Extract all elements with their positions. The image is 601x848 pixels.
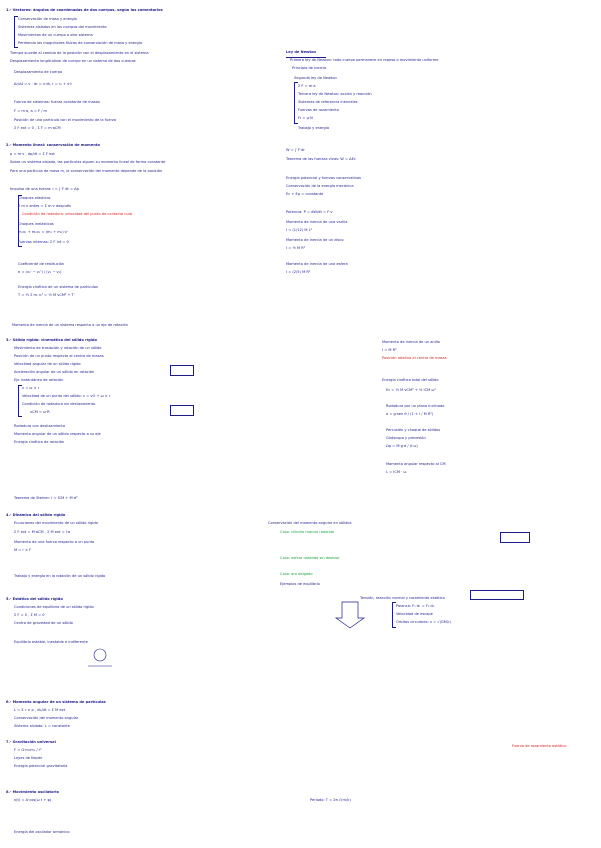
red-note: Fuerza de rozamiento estático xyxy=(512,744,567,748)
note-line: Teorema de las fuerzas vivas: W = ΔEc xyxy=(286,157,356,161)
boxed-formula xyxy=(170,405,194,416)
sketch-diagram-icon xyxy=(80,640,120,670)
formula-line: m₁v₁ + m₂v₂ = (m₁ + m₂)·v' xyxy=(18,230,68,234)
note-line: Sistemas de referencia inerciales xyxy=(298,100,358,104)
brace-bracket xyxy=(14,16,18,48)
note-line: Leyes de Kepler xyxy=(14,756,43,760)
brace-bracket xyxy=(392,602,396,628)
note-line: Sistemas aislados en los cuerpos del movimiento xyxy=(18,25,107,29)
brace-bracket xyxy=(294,82,298,124)
note-line: Velocidad angular de un sólido rígido xyxy=(14,362,81,366)
boxed-formula xyxy=(470,590,524,600)
note-line: Para una partícula de masa m, la conservación del momento depende de la posición xyxy=(10,169,163,173)
section-heading: 7.- Gravitación universal xyxy=(6,740,56,744)
note-line: Eje instantáneo de rotación xyxy=(14,378,64,382)
note-line: Fuerza de sistemas: fuerza constante de masas xyxy=(14,100,100,104)
note-line: Conservación de la energía mecánica xyxy=(286,184,354,188)
formula-line: Fr = μ·N xyxy=(298,116,313,120)
section-heading: 6.- Momento angular de un sistema de partículas xyxy=(6,700,106,704)
note-line: Desplazamiento de cuerpo xyxy=(14,70,63,74)
note-line: Trabajo y energía xyxy=(298,126,330,130)
formula-line: vCM = ω·R xyxy=(30,410,50,414)
section-heading: 8.- Movimiento oscilatorio xyxy=(6,790,59,794)
note-line: Momento de inercia de un sistema respecto a un eje de rotación xyxy=(12,323,129,327)
note-line: Posición de un punto respecto al centro de masas xyxy=(14,354,104,358)
section-heading: 4.- Dinámica del sólido rígido xyxy=(6,513,66,517)
formula-line: Ec + Ep = constante xyxy=(286,192,324,196)
formula-line: Período: T = 2π √(m/k) xyxy=(310,798,351,802)
formula-line: Σ F = m·a xyxy=(298,84,316,88)
note-line: Principio de inercia xyxy=(292,66,327,70)
note-line: Perdiendo las magnitudes físicas de conservación de masa y energía xyxy=(18,41,143,45)
note-line: Equilibrio estable, inestable e indiferente xyxy=(14,640,88,644)
formula-line: Ωp = M·g·d / (I·ω) xyxy=(386,444,418,448)
note-line: Energía cinética de un sistema de partículas xyxy=(18,285,98,289)
formula-line: Palanca: F₁·d₁ = F₂·d₂ xyxy=(396,604,435,608)
note-line: Momento de inercia de un disco xyxy=(286,238,344,242)
note-line: Momento angular de un sólido respecto a su eje xyxy=(14,432,101,436)
formula-line: Σ F = 0 , Σ M = 0 xyxy=(14,613,45,617)
formula-line: I = (1/12) M L² xyxy=(286,228,313,232)
note-line: Choques inelásticos xyxy=(18,222,54,226)
note-line: Tensión, reacción normal y rozamiento estático xyxy=(360,596,445,600)
section-heading: 5.- Estática del sólido rígido xyxy=(6,597,63,601)
green-note: Caso: aro delgado xyxy=(280,572,313,576)
brace-bracket xyxy=(18,195,22,247)
note-line: Percusión y choque de sólidos xyxy=(386,428,441,432)
note-line: Condiciones de equilibrio de un sólido rígido xyxy=(14,605,94,609)
formula-line: F = m·a, a = F / m xyxy=(14,109,48,113)
formula-line: M = r × F xyxy=(14,548,32,552)
red-note: Condición de rodadura: velocidad del punto de contacto nula xyxy=(22,212,132,216)
note-line: Energía potencial y fuerzas conservativas xyxy=(286,176,362,180)
note-line: Giróscopo y precesión xyxy=(386,436,426,440)
formula-line: Fuerzas internas: Σ F int = 0 xyxy=(18,240,69,244)
note-line: Energía cinética total del sólido xyxy=(382,378,439,382)
note-line: Ecuaciones del movimiento de un sólido rígido xyxy=(14,521,98,525)
formula-line: e = (v₂' − v₁') / (v₁ − v₂) xyxy=(18,270,62,274)
note-line: Momento angular respecto al CM xyxy=(386,462,446,466)
note-line: Posición de una partícula con el movimiento de la fuerza xyxy=(14,118,117,122)
section-heading: 3.- Sólido rígido: cinemática del sólido rígido xyxy=(6,338,97,342)
formula-line: Ec = ½ M vCM² + ½ ICM ω² xyxy=(386,388,436,392)
note-line: Momento de inercia de un anillo xyxy=(382,340,440,344)
note-line: Segunda ley de Newton xyxy=(294,76,337,80)
formula-line: T = ½ Σ mᵢ vᵢ² = ½ M vCM² + T' xyxy=(18,293,75,297)
note-line: Choques elásticos xyxy=(18,196,51,200)
note-line: Sobre un sistema aislado, las partículas siguen su momento lineal de forma constante xyxy=(10,160,166,164)
note-line: Aceleración angular de un sólido en rotación xyxy=(14,370,95,374)
note-line: Conservación del momento angular en sólidos xyxy=(268,521,352,525)
note-line: Tiempo sucede al cambio de la posición con el desplazamiento en el sistema xyxy=(10,51,149,55)
brace-bracket xyxy=(18,385,22,417)
formula-line: L = Σ r × p , dL/dt = Σ M ext xyxy=(14,708,66,712)
formula-line: I = (2/5) M R² xyxy=(286,270,311,274)
note-line: Primera ley de Newton: todo cuerpo permanece en reposo o movimiento uniforme xyxy=(290,58,439,62)
note-line: Condición de rodadura sin deslizamiento xyxy=(22,402,96,406)
formula-line: Σ F ext = M·aCM , Σ M ext = I·α xyxy=(14,530,71,534)
note-line: Impulso de una fuerza: I = ∫ F dt = Δp xyxy=(10,187,79,191)
note-line: Tercera ley de Newton: acción y reacción xyxy=(298,92,372,96)
note-line: Fuerzas de rozamiento xyxy=(298,108,339,112)
note-line: Conservación de masa y energía xyxy=(18,17,77,21)
note-line: Momento de inercia de una varilla xyxy=(286,220,348,224)
note-line: Sistema aislado: L = constante xyxy=(14,724,70,728)
formula-line: v = ω × r xyxy=(22,386,40,390)
note-line: Conservación del momento angular xyxy=(14,716,79,720)
note-line: Energía potencial gravitatoria xyxy=(14,764,68,768)
note-line: Ejemplos de equilibrio xyxy=(280,582,320,586)
note-line: W = ∫ F·dr xyxy=(286,148,305,152)
formula-line: p = m·v , dp/dt = Σ F ext xyxy=(10,152,55,156)
formula-line: x(t) = A·cos(ω t + φ) xyxy=(14,798,52,802)
formula-line: Σ m·v antes = Σ m·v después xyxy=(18,204,71,208)
section-heading: 1.- Vectores: ángulos de coordenadas de dos cuerpos, según los comentarios xyxy=(6,8,163,12)
boxed-formula xyxy=(500,532,530,543)
note-line: Desplazamiento longitudinal de cuerpo en un sistema de dos cuerpos xyxy=(10,59,136,63)
formula-line: I = M R² xyxy=(382,348,397,352)
formula-line: L = ICM · ω xyxy=(386,470,407,474)
note-line: Movimientos de un cuerpo a otro sistema xyxy=(18,33,93,37)
formula-line: a = g·sen θ / (1 + I / M R²) xyxy=(386,412,434,416)
formula-line: Potencia: P = dW/dt = F·v xyxy=(286,210,333,214)
formula-line: Velocidad de escape xyxy=(396,612,433,616)
note-line: Centro de gravedad de un sólido xyxy=(14,621,73,625)
formula-line: Velocidad de un punto del sólido: v = vO + ω × r xyxy=(22,394,111,398)
formula-line: I = ½ M R² xyxy=(286,246,306,250)
note-line: Rodadura por un plano inclinado xyxy=(386,404,445,408)
note-line: Coeficiente de restitución xyxy=(18,262,65,266)
green-note: Caso: cilindro macizo rodando xyxy=(280,530,335,534)
underline-rule xyxy=(286,56,326,58)
formula-line: Teorema de Steiner: I = ICM + M·d² xyxy=(14,496,78,500)
boxed-formula xyxy=(170,365,194,376)
formula-line: F = G·m₁m₂ / r² xyxy=(14,748,42,752)
section-heading: 2.- Momento lineal: conservación de momento xyxy=(6,143,100,147)
note-line: Movimiento de traslación y rotación de un sólido xyxy=(14,346,102,350)
formula-line: Σ F ext = 0 , Σ F = m·aCM xyxy=(14,126,61,130)
down-arrow-icon xyxy=(330,600,370,630)
green-note: Caso: esfera rodando sin deslizar xyxy=(280,556,340,560)
formula-line: Δr/Δt = v · dr = v·dt, r = r₀ + v·t xyxy=(14,82,72,86)
formula-line: Órbitas circulares: v = √(GM/r) xyxy=(396,620,451,624)
note-line: Energía cinética de rotación xyxy=(14,440,65,444)
note-line: Momento de una fuerza respecto a un punto xyxy=(14,540,95,544)
red-note: Posición relativa al centro de masas xyxy=(382,356,447,360)
note-line: Trabajo y energía en la rotación de un sólido rígido xyxy=(14,574,106,578)
note-line: Momento de inercia de una esfera xyxy=(286,262,348,266)
note-line: Energía del oscilador armónico xyxy=(14,830,70,834)
section-heading: Ley de Newton xyxy=(286,50,317,54)
note-line: Rodadura con deslizamiento xyxy=(14,424,66,428)
